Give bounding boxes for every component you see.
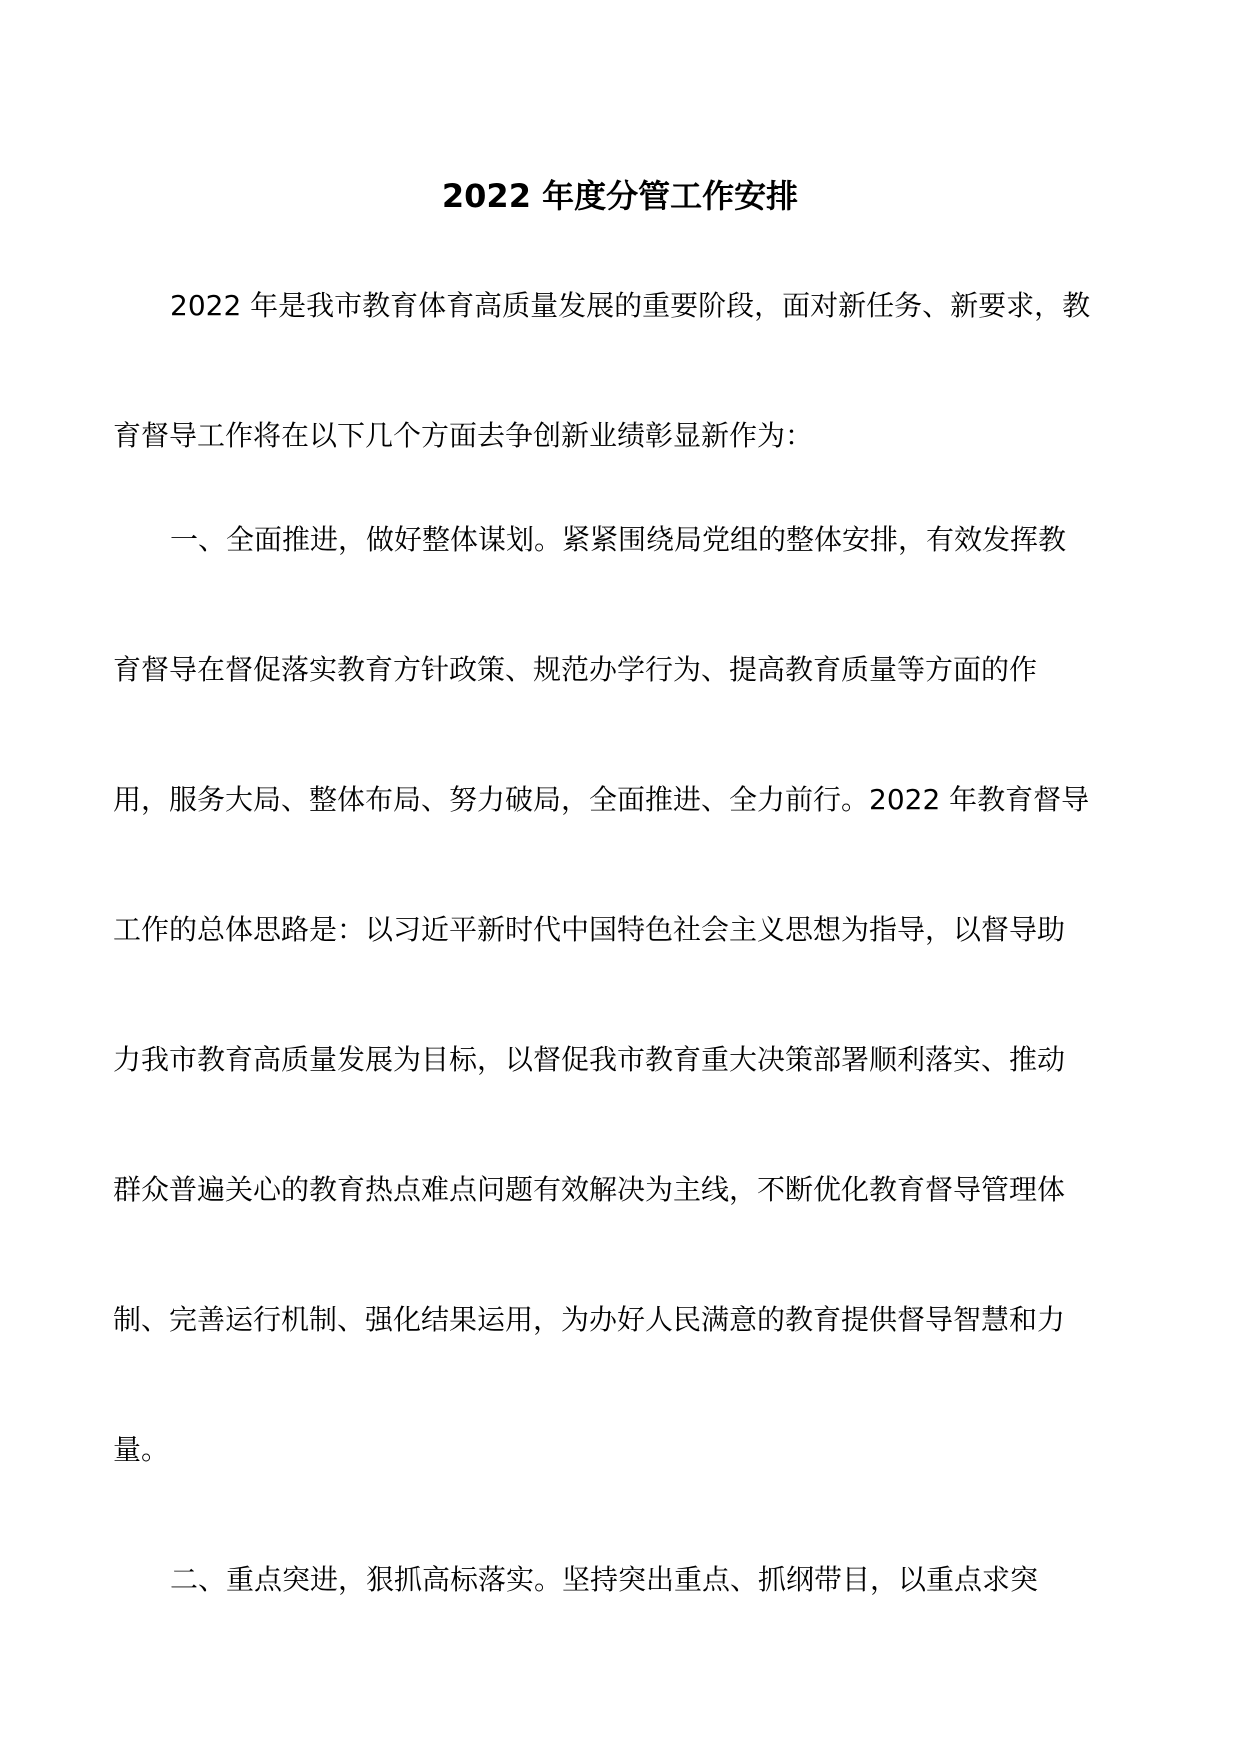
paragraph-line: 二、重点突进，狠抓高标落实。坚持突出重点、抓纲带目，以重点求突 bbox=[170, 1563, 1039, 1596]
paragraph-line: 一、全面推进，做好整体谋划。紧紧围绕局党组的整体安排，有效发挥教 bbox=[170, 523, 1067, 556]
paragraph-line: 育督导在督促落实教育方针政策、规范办学行为、提高教育质量等方面的作 bbox=[113, 653, 1038, 686]
paragraph-line: 工作的总体思路是：以习近平新时代中国特色社会主义思想为指导，以督导助 bbox=[113, 913, 1066, 946]
paragraph-line: 力我市教育高质量发展为目标，以督促我市教育重大决策部署顺利落实、推动 bbox=[113, 1043, 1066, 1076]
paragraph-line: 群众普遍关心的教育热点难点问题有效解决为主线，不断优化教育督导管理体 bbox=[113, 1173, 1066, 1206]
paragraph-line: 制、完善运行机制、强化结果运用，为办好人民满意的教育提供督导智慧和力 bbox=[113, 1303, 1066, 1336]
paragraph-line: 育督导工作将在以下几个方面去争创新业绩彰显新作为： bbox=[113, 419, 814, 452]
document-title: 2022 年度分管工作安排 bbox=[441, 177, 799, 215]
paragraph-line: 量。 bbox=[113, 1433, 170, 1466]
paragraph-line: 用，服务大局、整体布局、努力破局，全面推进、全力前行。2022 年教育督导 bbox=[113, 783, 1090, 816]
paragraph-line: 2022 年是我市教育体育高质量发展的重要阶段，面对新任务、新要求，教 bbox=[170, 289, 1091, 322]
